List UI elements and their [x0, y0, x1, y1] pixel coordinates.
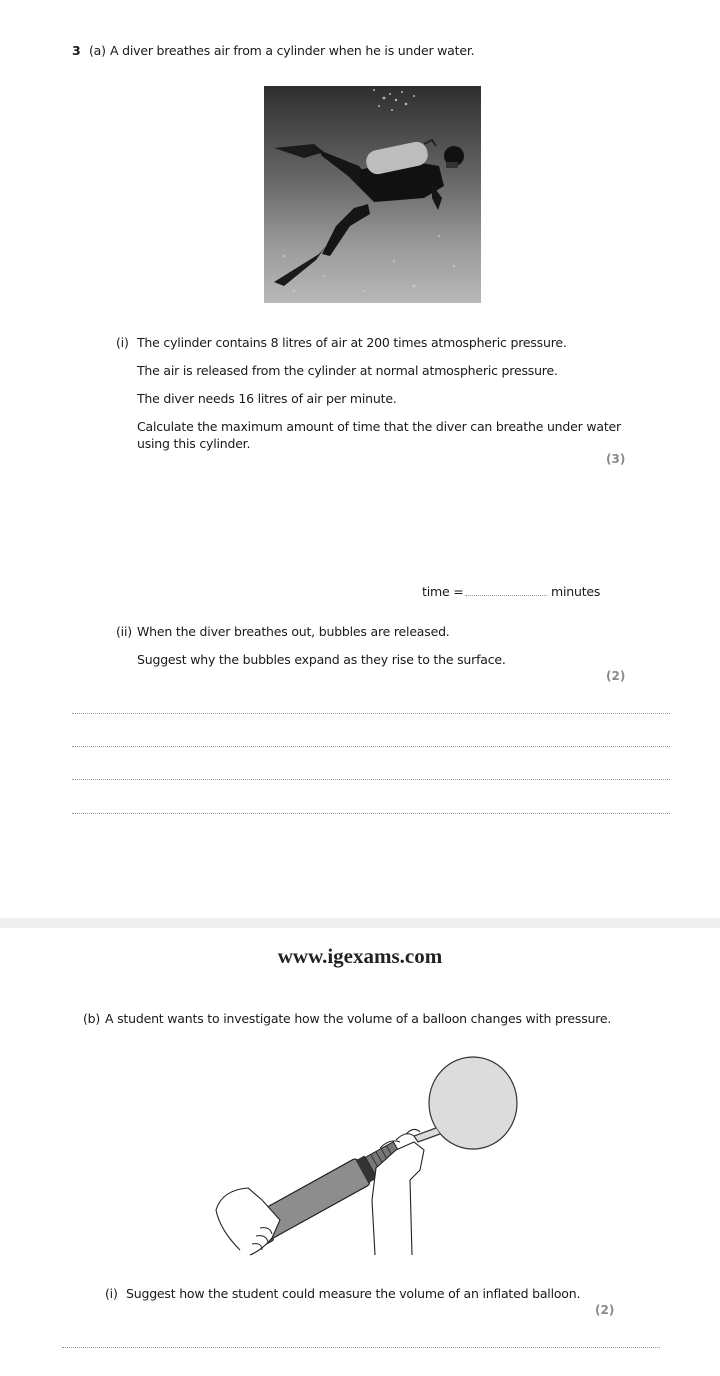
part-b-i-text: Suggest how the student could measure the volume of an inflated balloon. — [126, 1286, 581, 1301]
answer-line[interactable] — [72, 779, 670, 780]
part-i-line4a: Calculate the maximum amount of time that the diver can breathe under water — [137, 419, 621, 434]
part-i-line3: The diver needs 16 litres of air per minute. — [137, 391, 397, 406]
part-ii-label: (ii) — [116, 624, 132, 639]
time-answer-line[interactable] — [465, 595, 547, 596]
balloon-pump-illustration — [200, 1050, 530, 1260]
website-header: www.igexams.com — [277, 944, 443, 968]
time-label: time = — [422, 584, 464, 599]
part-b-i-marks: (2) — [595, 1303, 615, 1317]
time-unit: minutes — [551, 584, 601, 599]
part-i-line1: The cylinder contains 8 litres of air at 200 times atmospheric pressure. — [137, 335, 567, 350]
part-ii-marks: (2) — [606, 669, 626, 683]
part-a-label: (a) — [89, 43, 106, 58]
part-i-label: (i) — [116, 335, 129, 350]
page-separator — [0, 918, 720, 928]
part-b-i-label: (i) — [105, 1286, 118, 1301]
part-ii-line1: When the diver breathes out, bubbles are released. — [137, 624, 450, 639]
question-number: 3 — [72, 43, 81, 58]
part-i-line2: The air is released from the cylinder at normal atmospheric pressure. — [137, 363, 558, 378]
answer-line[interactable] — [72, 813, 670, 814]
diver-photo — [264, 86, 481, 303]
part-i-line4b: using this cylinder. — [137, 436, 251, 451]
part-i-marks: (3) — [606, 452, 626, 466]
part-a-text: A diver breathes air from a cylinder when he is under water. — [110, 43, 475, 58]
part-b-text: A student wants to investigate how the volume of a balloon changes with pressure. — [105, 1011, 612, 1026]
answer-line[interactable] — [72, 713, 670, 714]
answer-line[interactable] — [72, 746, 670, 747]
answer-line[interactable] — [62, 1347, 660, 1348]
part-ii-line2: Suggest why the bubbles expand as they rise to the surface. — [137, 652, 506, 667]
part-b-label: (b) — [83, 1011, 101, 1026]
